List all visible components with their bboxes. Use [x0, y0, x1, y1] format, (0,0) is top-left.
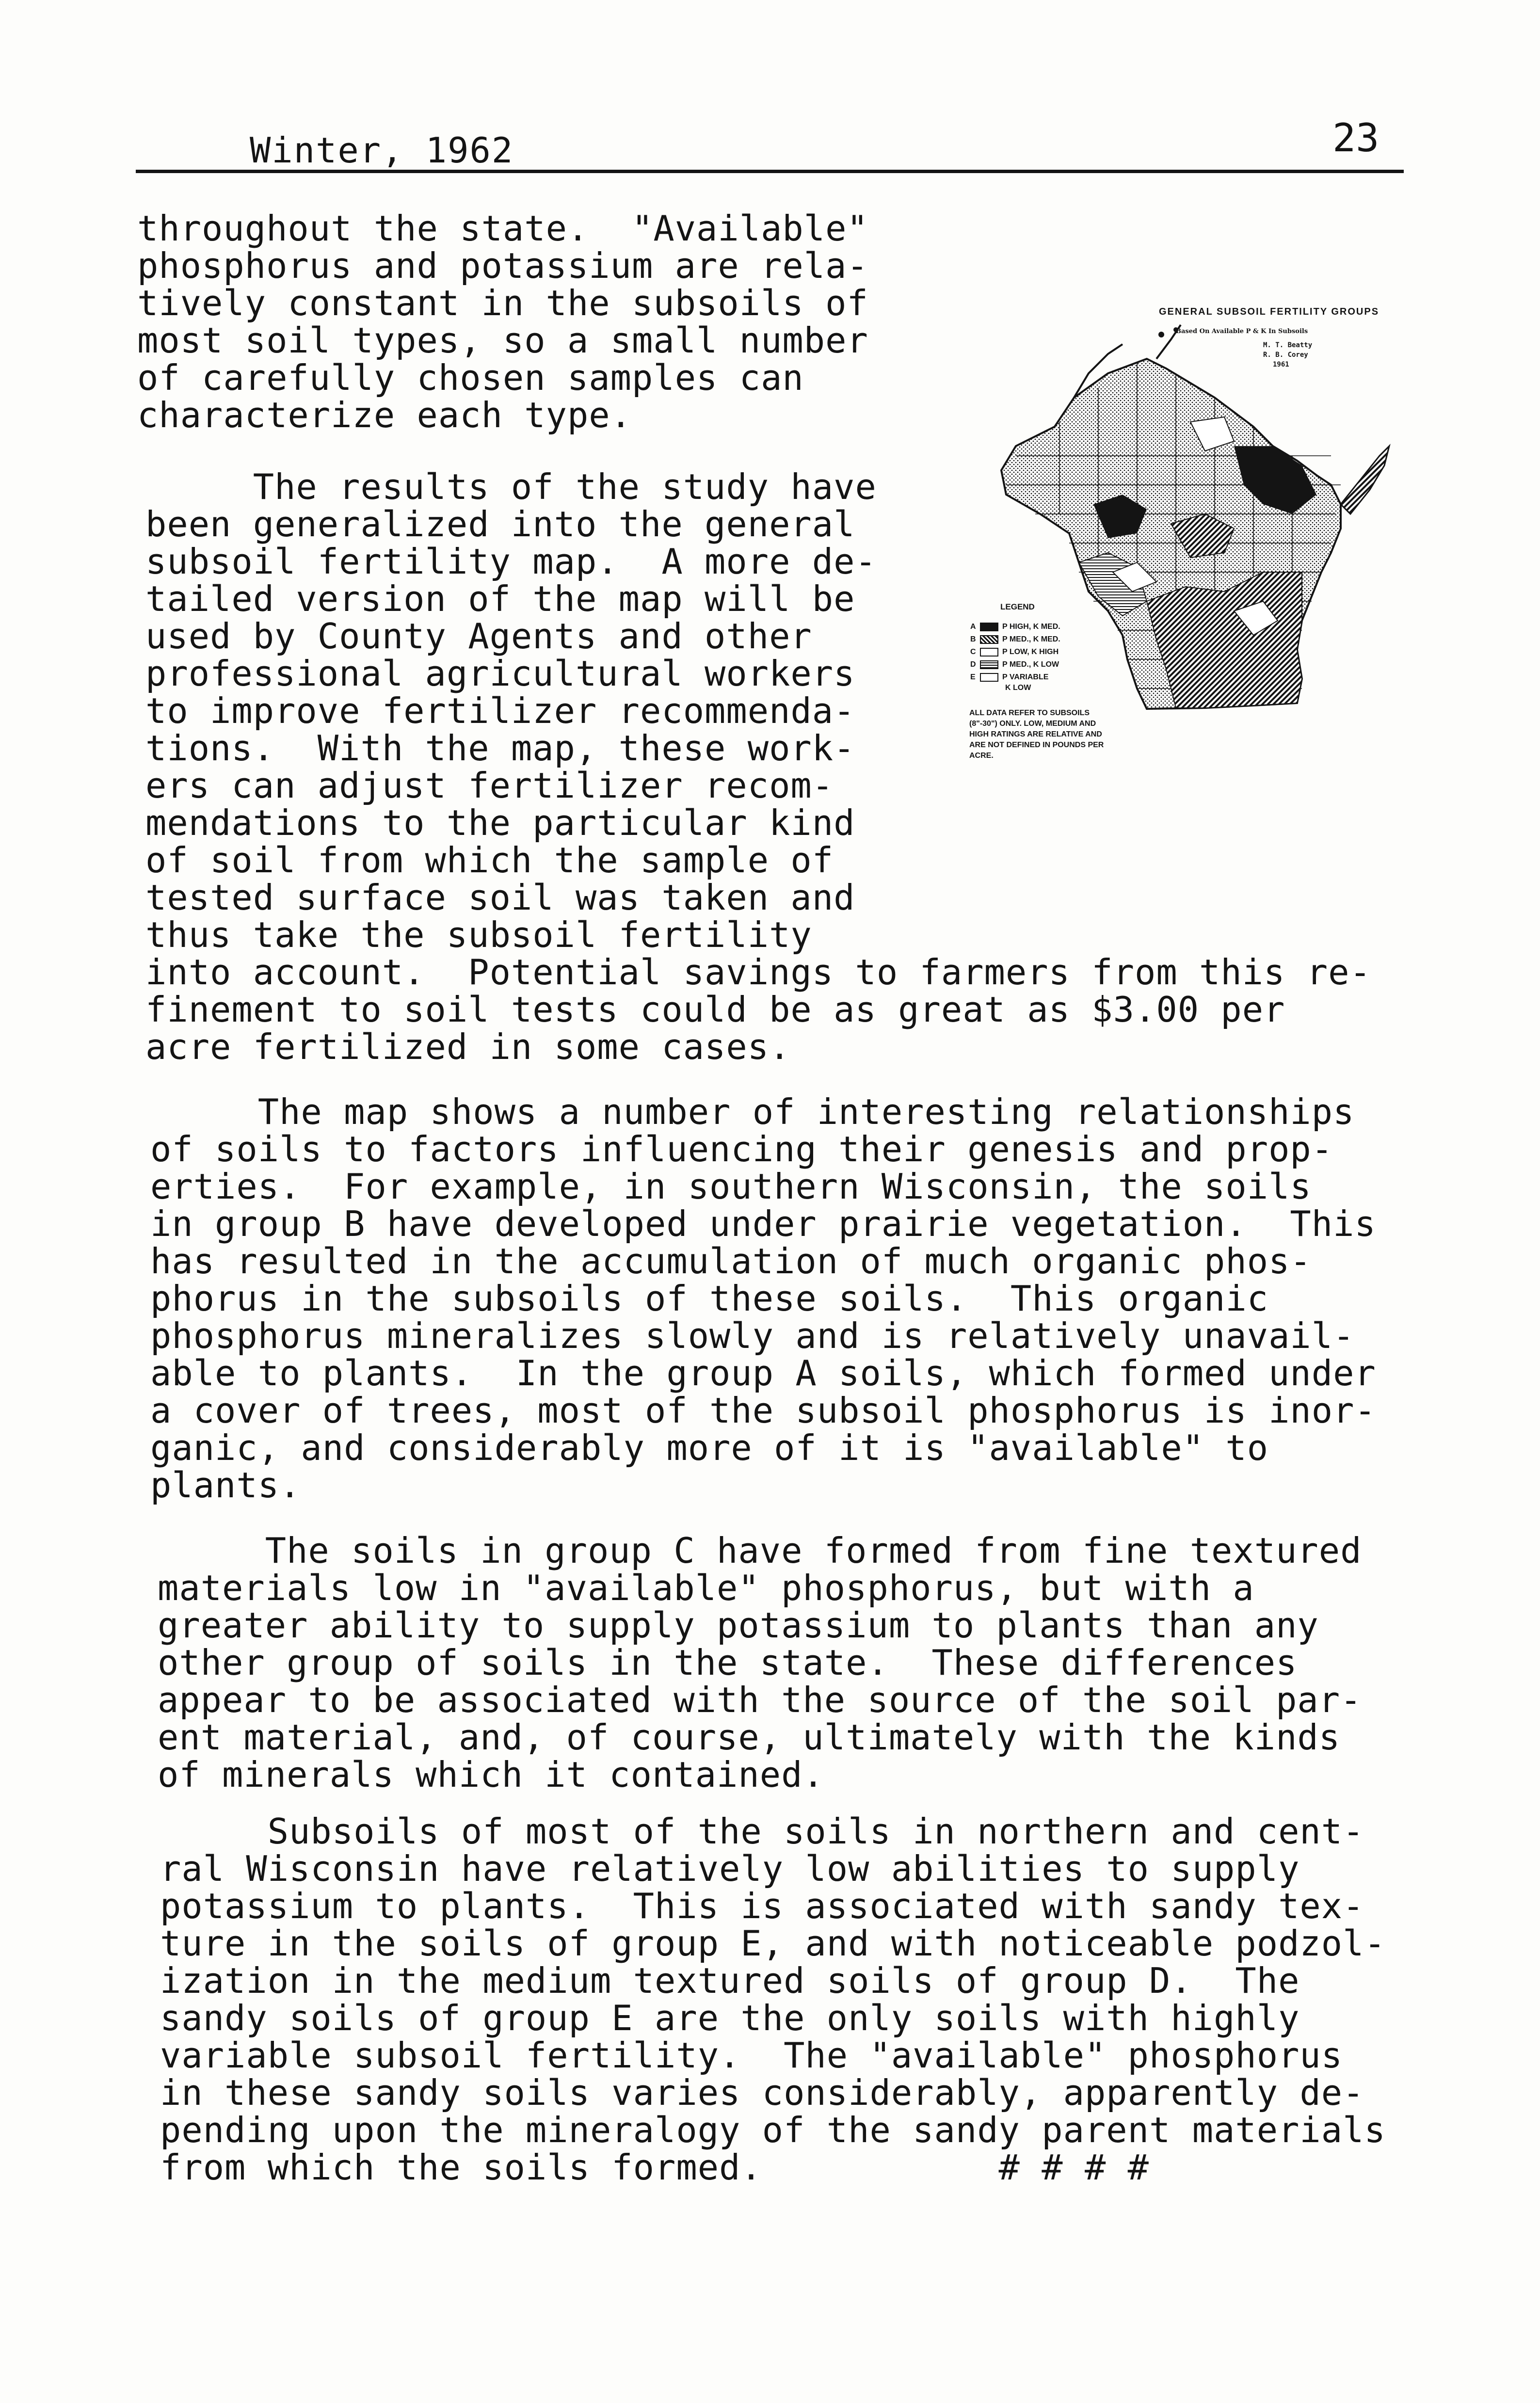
paragraph-1: throughout the state. "Available" phosphorus and potassium are rela- tively constant in the subsoils of most soil types, so a small number of carefully chosen samples can characterize each type.: [137, 208, 868, 435]
map-subtitle: Based On Available P & K In Subsoils: [1176, 328, 1308, 335]
page-number: 23: [1332, 115, 1380, 160]
legend-code: B: [970, 635, 976, 643]
legend-item-b: [970, 633, 1060, 646]
map-legend: [970, 621, 1060, 694]
paragraph-4: The soils in group C have formed from fine textured materials low in "available" phosphorus, but with a greater ability to supply potassium to plants than any other group of soils in the state. These differences appear to be associated with the source of the soil par- ent material, and, of course, ultimately with the kinds of minerals which it contained.: [158, 1530, 1362, 1795]
legend-code: C: [970, 648, 976, 656]
legend-swatch: [980, 660, 998, 669]
legend-item-c: [970, 646, 1060, 658]
legend-swatch: [980, 623, 998, 631]
legend-item-a: [970, 621, 1060, 633]
paragraph-5: Subsoils of most of the soils in northern and cent- ral Wisconsin have relatively low abilities to supply potassium to plants. This is associated with sandy tex- ture in the soils of group E, and with noticeable podzol- ization in the medium textured soils of group D. The sandy soils of group E are the only soils with highly variable subsoil fertility. The "available" phosphorus in these sandy soils varies considerably, apparently de- pending upon the mineralogy of the sandy parent materials from which the soils formed. # # # #: [160, 1811, 1386, 2188]
running-head: Winter, 1962: [250, 130, 514, 171]
legend-label: P HIGH, K MED.: [1002, 623, 1060, 631]
legend-swatch: [980, 673, 998, 682]
legend-item-d: [970, 658, 1060, 671]
legend-label: P LOW, K HIGH: [1002, 648, 1059, 656]
legend-code: A: [970, 623, 976, 631]
map-note: ALL DATA REFER TO SUBSOILS (8"-30") ONLY. LOW, MEDIUM AND HIGH RATINGS ARE RELATIVE AND ARE NOT DEFINED IN POUNDS PER ACRE.: [969, 709, 1104, 760]
header-rule: [136, 170, 1404, 173]
legend-swatch: [980, 648, 998, 657]
paragraph-3: The map shows a number of interesting relationships of soils to factors influencing their genesis and prop- erties. For example, in southern Wisconsin, the soils in group B have developed under prairie vegetation. This has resulted in the accumulation of much organic phos- phorus in the subsoils of these soils. This organic phosphorus mineralizes slowly and is relatively unavail- able to plants. In the group A soils, which formed under a cover of trees, most of the subsoil phosphorus is inor- ganic, and considerably more of it is "available" to plants.: [150, 1091, 1376, 1506]
subsoil-fertility-map-figure: [962, 301, 1399, 785]
map-title: GENERAL SUBSOIL FERTILITY GROUPS: [1159, 306, 1380, 317]
legend-item-e-extra: K LOW: [1005, 684, 1031, 692]
legend-code: D: [970, 660, 976, 669]
legend-code: E: [970, 673, 976, 681]
map-year: 1961: [1273, 361, 1289, 368]
legend-label: P MED., K LOW: [1002, 660, 1059, 669]
legend-label: P VARIABLE: [1002, 673, 1049, 681]
legend-label: P MED., K MED.: [1002, 635, 1060, 643]
map-author-2: R. B. Corey: [1263, 351, 1308, 359]
legend-title: LEGEND: [1000, 602, 1035, 611]
map-author-1: M. T. Beatty: [1263, 341, 1313, 349]
legend-swatch: [980, 635, 998, 644]
legend-item-e: [970, 671, 1060, 684]
paragraph-2: The results of the study have been generalized into the general subsoil fertility map. A more de- tailed version of the map will be used by County Agents and other professional agricultural workers to improve fertilizer recommenda- tions. With the map, these work- ers can adjust fertilizer recom- mendations to the particular kind of soil from which the sample of tested surface soil was taken and thus take the subsoil fertility into account. Potential savings to farmers from this re- finement to soil tests could be as great as $3.00 per acre fertilized in some cases.: [145, 466, 1371, 1067]
